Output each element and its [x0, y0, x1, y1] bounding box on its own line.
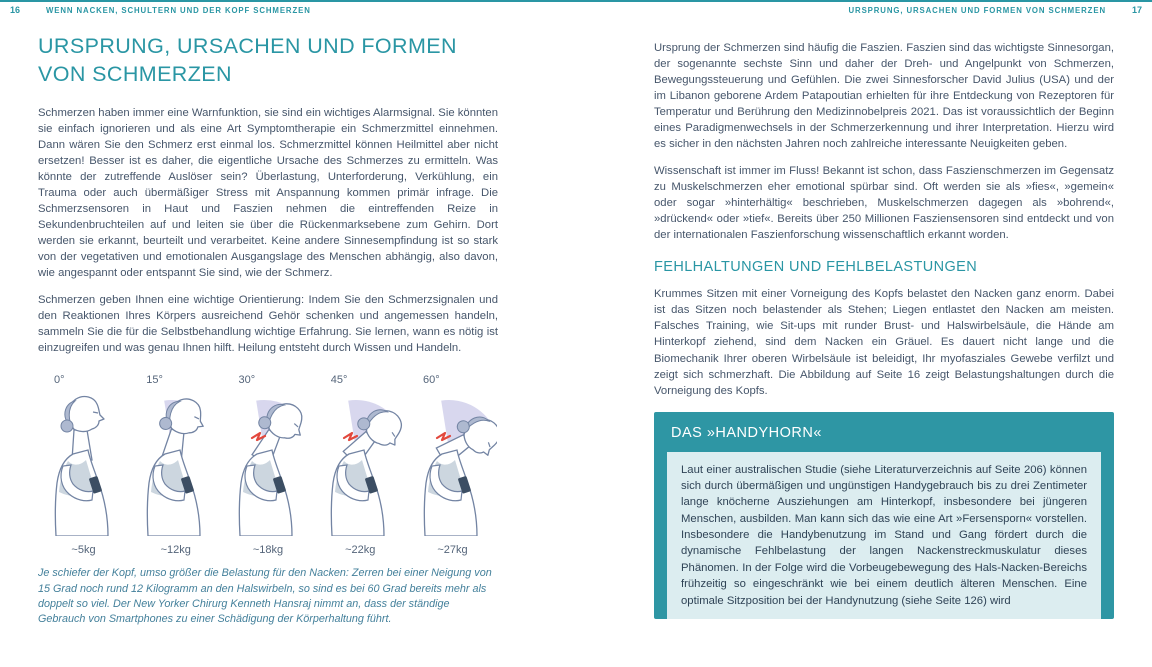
running-head-right: URSPRUNG, URSACHEN UND FORMEN VON SCHMERZEN	[848, 6, 1106, 15]
figure-row	[38, 374, 498, 556]
posture-figure	[223, 374, 314, 556]
head-tilt-figure	[38, 374, 498, 627]
neck-load-label: ~5kg	[71, 544, 96, 557]
posture-figure	[407, 374, 498, 556]
neck-load-label: ~18kg	[252, 544, 284, 557]
body-paragraph: Krummes Sitzen mit einer Vorneigung des Kopfs belastet den Nacken ganz enorm. Dabei ist das Sitzen noch belastender als Stehen; Liegen entlastet den Nacken am meisten. Falsches Training, wie Sit-ups mit runder Brust- und Halswirbelsäule, die Hände am Hinterkopf ziehend, sind dem Nacken ein Gräuel. Es dauert nicht lange und die Biomechanik Ihrer oberen Wirbelsäule ist beleidigt, Ihr myofasziales Gewebe verfilzt und zeigt sich schmerzhaft. Die Abbildung auf Seite 16 zeigt Belastungshaltungen durch die Vorneigung des Kopfs.	[654, 288, 1114, 397]
chapter-title-line1: URSPRUNG, URSACHEN UND FORMEN	[38, 34, 457, 58]
hair-bun-icon	[61, 420, 73, 432]
neck-load-label: ~27kg	[437, 544, 468, 557]
neck-load-label: ~22kg	[345, 544, 376, 557]
infobox-inner-panel	[667, 452, 1101, 619]
posture-illustration	[316, 388, 404, 536]
tilt-angle-label: 0°	[54, 374, 65, 387]
body-paragraph: Schmerzen haben immer eine Warnfunktion, sie sind ein wichtiges Alarmsignal. Sie könnten sie einfach ignorieren und als eine Art Symptomtherapie ein Schmerzmittel einnehmen. Dann wären Sie den Schmerz erst einmal los. Schmerzmittel können Heilmittel aber nicht ersetzen! Besser ist es daher, die eigentliche Ursache des Schmerzes zu ermitteln. Was könnte der zutreffende Auslöser sein? Überlastung, Unterforderung, Verkühlung, ein Trauma oder auch übermäßiger Stress mit Anspannung kommen primär infrage. Die Schmerzsensoren in Haut und Faszien nehmen die eintreffenden Reize in Sekundenbruchteilen auf und leiten sie über die Rückenmarksebene zum Gehirn. Dort werden sie erkannt, beurteilt und verarbeitet. Keine andere Sinnesempfindung ist so stark von der vegetativen und emotionalen Ausgangslage des Menschen abhängig, also davon, wie angespannt oder entspannt Sie sind, wie der Schmerz.	[38, 106, 498, 280]
posture-figure	[130, 374, 221, 556]
infobox-title: DAS »HANDYHORN«	[671, 424, 822, 441]
posture-illustration	[409, 388, 497, 536]
left-page-column	[38, 27, 498, 628]
figure-caption: Je schiefer der Kopf, umso größer die Belastung für den Nacken: Zerren bei einer Neigung von 15 Grad noch rund 12 Kilogramm an den Halswirbeln, so sind es bei 60 Grad bereits mehr als doppelt so viel. Der New Yorker Chirurg Kenneth Hansraj nimmt an, dass der ständige Gebrauch von Smartphones zu einer Schädigung der Körperhaltung führt.	[38, 567, 492, 626]
posture-illustration	[224, 388, 312, 536]
chapter-title	[38, 33, 498, 89]
posture-figure	[38, 374, 129, 556]
chapter-title-line2: VON SCHMERZEN	[38, 61, 232, 86]
right-page-column	[654, 27, 1114, 632]
neck-load-label: ~12kg	[160, 544, 191, 557]
posture-figure	[315, 374, 406, 556]
section-heading: FEHLHALTUNGEN UND FEHLBELASTUNGEN	[654, 259, 978, 276]
tilt-angle-label: 15°	[146, 374, 163, 387]
body-paragraph: Schmerzen geben Ihnen eine wichtige Orientierung: Indem Sie den Schmerzsignalen und den Reaktionen Ihres Körpers ausreichend Gehör schenken und angemessen handeln, sammeln Sie die für die Selbstbehandlung wichtige Erfahrung. Sie lernen, wann es nötig ist einzugreifen und was genau Ihnen hilft. Heilung entsteht durch Wissen und Handeln.	[38, 294, 498, 355]
infobox-text: Laut einer australischen Studie (siehe Literaturverzeichnis auf Seite 206) können sich durch übermäßigen und ungünstigen Handygebrauch bis zu drei Zentimeter lange knöcherne Ausziehungen am Hinterkopf, insbesondere bei jüngeren Menschen, ausbilden. Man kann sich das wie eine Art »Fersensporn« vorstellen. Insbesondere die Handybenutzung im Stand und Gang fördert durch die dynamische Fehlbelastung der langen Nackenstreckmuskulatur dieses Phänomen. In der Folge wird die Vorbeugebewegung des Hals-Nacken-Bereichs frühzeitig so eingeschränkt wie bei einem deutlich älteren Menschen. Eine optimale Sitzposition bei der Handynutzung (siehe Seite 126) wird	[681, 463, 1087, 607]
running-head-left: WENN NACKEN, SCHULTERN UND DER KOPF SCHMERZEN	[46, 6, 311, 15]
tilt-angle-label: 60°	[423, 374, 440, 387]
left-page-header	[10, 5, 311, 15]
posture-illustration	[40, 388, 128, 536]
body-paragraph: Wissenschaft ist immer im Fluss! Bekannt ist schon, dass Faszienschmerzen im Gegensatz zu Muskelschmerzen eher emotional spürbar sind. Oft werden sie als »fies«, »gemein« oder sogar »hinterhältig« beschrieben, Muskelschmerzen dagegen als »bohrend«, »drückend« oder »tief«. Bereits über 250 Millionen Fasziensensoren sind entdeckt und von der internationalen Faszienforschung wissenschaftlich erkannt worden.	[654, 165, 1114, 242]
tilt-angle-label: 30°	[238, 374, 256, 387]
tilt-angle-label: 45°	[330, 374, 348, 387]
head	[61, 397, 104, 460]
handyhorn-infobox	[654, 412, 1114, 619]
page-number-right: 17	[1131, 5, 1142, 15]
right-page-header	[849, 5, 1142, 15]
top-rule	[0, 0, 1152, 2]
page-number-left: 16	[10, 5, 21, 15]
posture-illustration	[132, 388, 220, 536]
body-paragraph: Ursprung der Schmerzen sind häufig die Faszien. Faszien sind das wichtigste Sinnesorgan, der sogenannte sechste Sinn und daher der Dreh- und Angelpunkt von Schmerzen, Bewegungssteuerung und Gefühlen. Die zwei Sinnesforscher David Julius (USA) und der im Libanon geborene Ardem Patapoutian erhielten für ihre Entdeckung von Rezeptoren für Temperatur und Berührung den Medizinnobelpreis 2021. Das ist voraussichtlich der Beginn eines Paradigmenwechsels in der Schmerzerkennung und ihrer Interpretation. Hierzu wird es sicher in den nächsten Jahren noch zahlreiche interessante Neuigkeiten geben.	[654, 42, 1114, 151]
